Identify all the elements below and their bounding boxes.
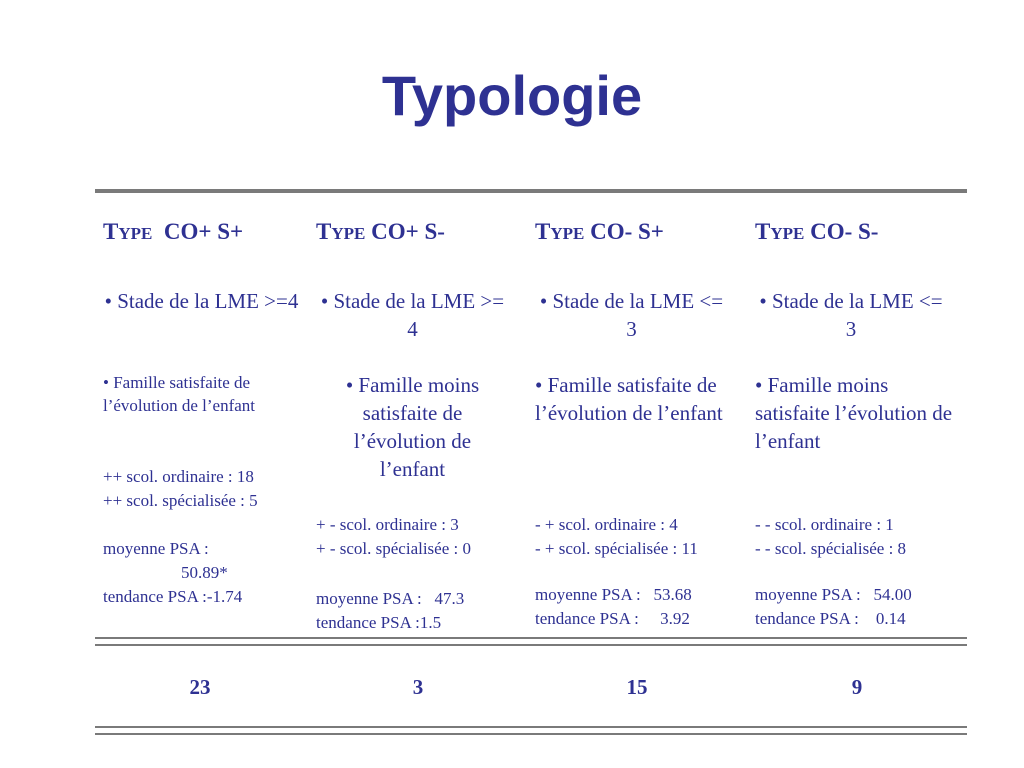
psa-value: 47.3 <box>434 589 465 608</box>
lme-stage: • Stade de la LME <= 3 <box>539 289 724 341</box>
psa-trend: tendance PSA :1.5 <box>316 613 442 632</box>
count-co-plus-s-plus: 23 <box>189 675 211 699</box>
column-header: TYPE CO- S+ <box>535 219 664 244</box>
type-column-co-minus-s-plus <box>535 193 740 637</box>
lme-stage: • Stade de la LME <= 3 <box>759 289 943 341</box>
psa-value: 53.68 <box>653 585 692 604</box>
type-code: CO+ S+ <box>163 219 244 244</box>
psa-mean <box>103 537 308 585</box>
psa-mean <box>535 583 740 607</box>
psa-mean <box>316 587 521 611</box>
lme-stage: • Stade de la LME >= 4 <box>320 289 505 341</box>
scol-ordinaire: + - scol. ordinaire : 3 <box>316 515 459 534</box>
column-header: TYPE CO+ S- <box>316 219 445 244</box>
type-word: YPE <box>331 224 366 243</box>
psa-trend <box>535 607 740 631</box>
scol-specialisee: - + scol. spécialisée : 11 <box>535 539 698 558</box>
family-satisfaction: • Famille moins satisfaite l’évolution de l’enfant <box>755 373 953 453</box>
psa-mean <box>755 583 965 607</box>
scol-ordinaire: ++ scol. ordinaire : 18 <box>103 467 254 486</box>
type-column-co-minus-s-minus <box>755 193 965 637</box>
psa-trend-label: tendance PSA : <box>535 609 639 628</box>
psa-label: moyenne PSA : <box>103 539 209 558</box>
type-code: CO+ S- <box>371 219 445 244</box>
family-satisfaction: • Famille moins satisfaite de l’évolution de l’enfant <box>345 373 480 481</box>
scol-ordinaire: - - scol. ordinaire : 1 <box>755 515 894 534</box>
psa-trend <box>755 607 965 631</box>
column-header: TYPE CO+ S+ <box>103 219 244 244</box>
scol-specialisee: + - scol. spécialisée : 0 <box>316 539 471 558</box>
type-code: CO- S- <box>810 219 879 244</box>
type-column-co-plus-s-minus <box>316 193 521 637</box>
scol-ordinaire: - + scol. ordinaire : 4 <box>535 515 678 534</box>
scol-specialisee: ++ scol. spécialisée : 5 <box>103 491 258 510</box>
psa-value: 50.89* <box>181 563 228 582</box>
psa-value: 54.00 <box>873 585 912 604</box>
family-satisfaction: • Famille satisfaite de l’évolution de l’enfant <box>103 373 256 415</box>
type-word: YPE <box>770 224 805 243</box>
type-word: YPE <box>118 224 153 243</box>
psa-trend-value: 3.92 <box>660 609 690 628</box>
family-satisfaction: • Famille satisfaite de l’évolution de l’enfant <box>535 373 723 425</box>
table-middle-rule <box>95 637 967 646</box>
psa-label: moyenne PSA : <box>755 585 861 604</box>
count-co-minus-s-minus: 9 <box>851 675 863 699</box>
psa-trend: tendance PSA :-1.74 <box>103 587 243 606</box>
psa-trend-value: 0.14 <box>875 609 906 628</box>
count-co-minus-s-plus: 15 <box>626 675 648 699</box>
type-word: YPE <box>550 224 585 243</box>
psa-trend-label: tendance PSA : <box>755 609 859 628</box>
count-co-plus-s-minus: 3 <box>412 675 424 699</box>
psa-label: moyenne PSA : <box>535 585 641 604</box>
type-code: CO- S+ <box>590 219 664 244</box>
slide-title: Typologie <box>381 64 643 127</box>
scol-specialisee: - - scol. spécialisée : 8 <box>755 539 907 558</box>
psa-label: moyenne PSA : <box>316 589 422 608</box>
table-bottom-rule <box>95 726 967 735</box>
column-header: TYPE CO- S- <box>755 219 879 244</box>
type-column-co-plus-s-plus <box>103 193 308 637</box>
lme-stage: • Stade de la LME >=4 <box>104 289 299 313</box>
